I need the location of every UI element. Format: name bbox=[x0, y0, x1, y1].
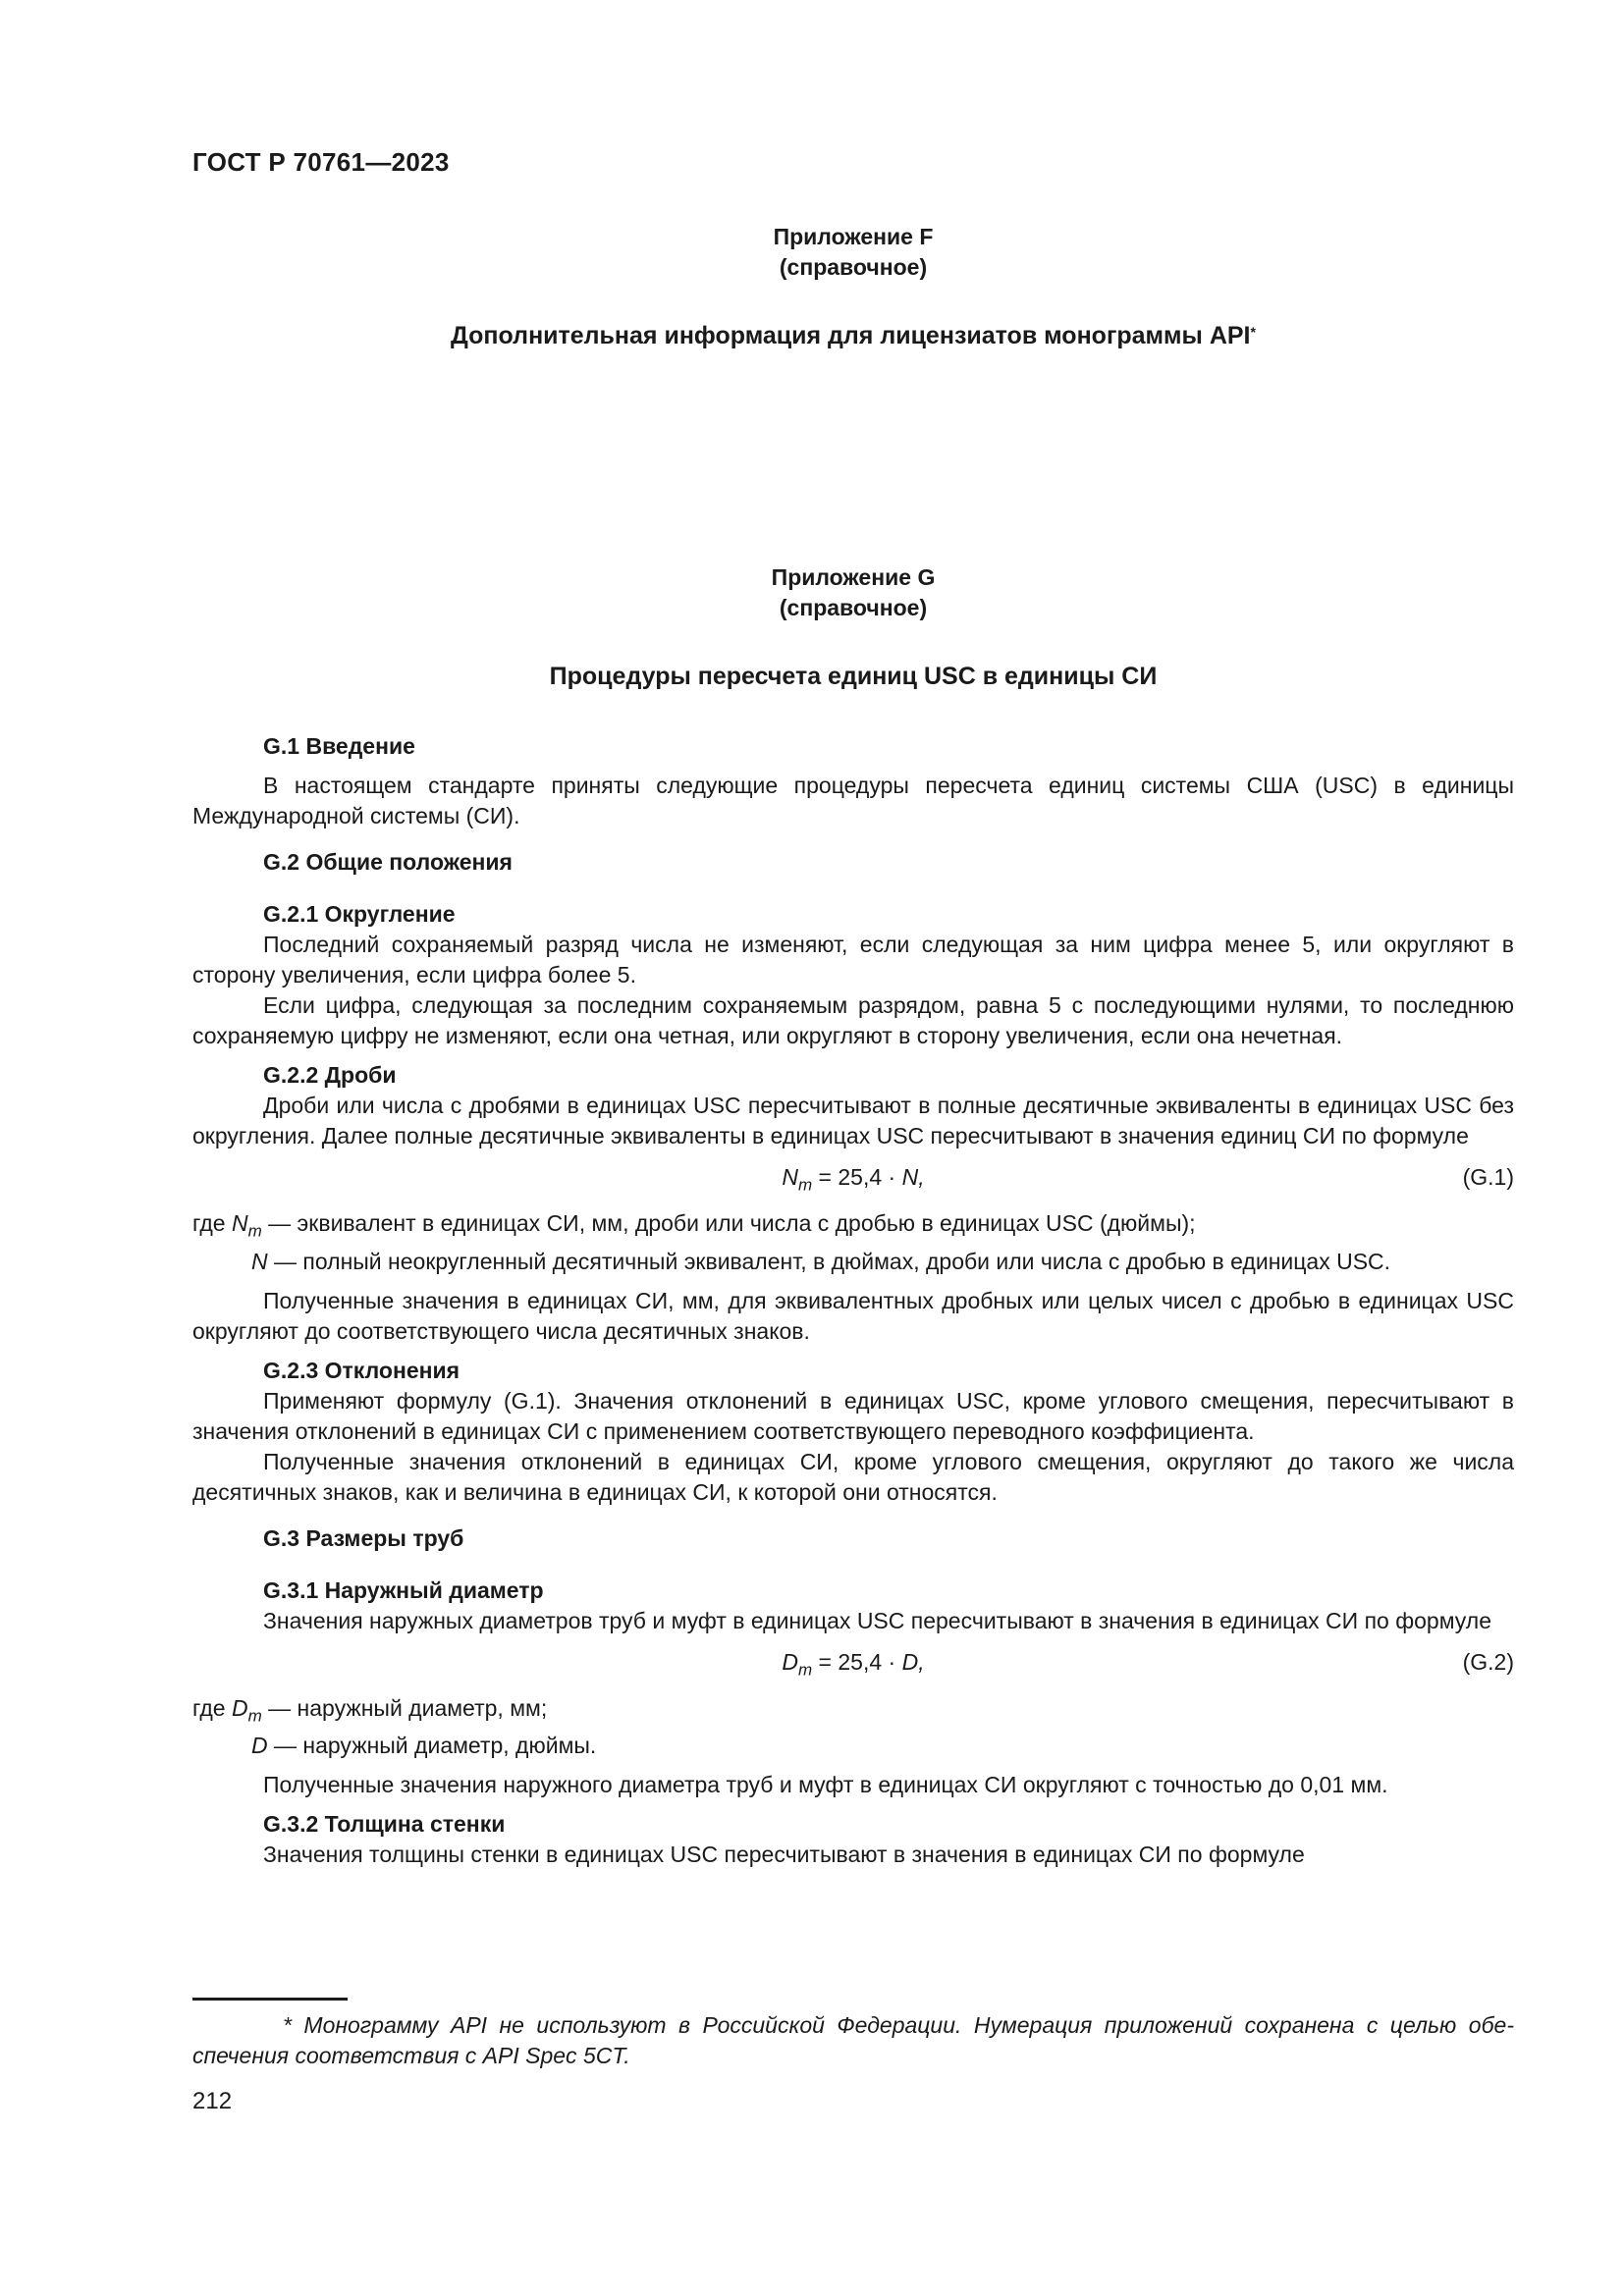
footnote-divider bbox=[192, 1998, 348, 2001]
formula-g2-number: (G.2) bbox=[1462, 1648, 1514, 1675]
section-heading-g21: G.2.1 Округление bbox=[263, 901, 456, 927]
appendix-g-label: Приложение G bbox=[771, 564, 936, 590]
formula-g1-expression: $N_m = 25,4 \cdot N$, bbox=[782, 1164, 925, 1195]
formula-g2-expression: $D_m = 25,4 \cdot D$, bbox=[782, 1648, 925, 1680]
standard-code-header: ГОСТ Р 70761—2023 bbox=[192, 147, 450, 177]
formula-g1 bbox=[192, 1162, 1514, 1195]
paragraph-g31-1: Значения наружных диаметров труб и муфт в единицах USC пересчитывают в значения в единицах СИ по формуле bbox=[263, 1607, 1491, 1633]
paragraph-g32-1: Значения толщины стенки в единицах USC пересчитывают в значения в единицах СИ по формуле bbox=[263, 1842, 1305, 1868]
where-clause-d: D — наружный диаметр, дюймы. bbox=[251, 1733, 597, 1759]
formula-g1-number: (G.1) bbox=[1462, 1164, 1514, 1190]
section-heading-g32: G.3.2 Толщина стенки bbox=[263, 1811, 506, 1838]
appendix-f-label: Приложение F bbox=[773, 224, 934, 249]
where-clause-nm: где $N_m$ — эквивалент в единицах СИ, мм, дроби или числа с дробью в единицах USC (дюймы); bbox=[192, 1210, 1196, 1241]
appendix-g-title: Процедуры пересчета единиц USC в единицы СИ bbox=[549, 663, 1158, 690]
appendix-f-title-text: Дополнительная информация для лицензиатов монограммы API bbox=[451, 322, 1251, 349]
paragraph-g23-2: Полученные значения отклонений в единицах СИ, кроме углового смещения, округляют до такого же числа десятичных знаков, как и величина в единицах СИ, к которой они относятся. bbox=[192, 1448, 1514, 1505]
paragraph-g22-1: Дроби или числа с дробями в единицах USC пересчитывают в полные десятичные эквиваленты в единицах USC без округления. Далее полные десятичные эквиваленты в единицах USC пересчитывают в значения единиц СИ по формуле bbox=[192, 1093, 1514, 1148]
formula-g2 bbox=[192, 1647, 1514, 1680]
appendix-g-kind: (справочное) bbox=[779, 595, 928, 620]
paragraph-g1: В настоящем стандарте приняты следующие процедуры пересчета единиц системы США (USC) в единицы Международной системы (СИ). bbox=[192, 773, 1514, 828]
section-heading-g2: G.2 Общие положения bbox=[263, 849, 513, 875]
where-clause-n: N — полный неокругленный десятичный эквивалент, в дюймах, дроби или числа с дробью в единицах USC. bbox=[251, 1248, 1391, 1274]
section-heading-g3: G.3 Размеры труб bbox=[263, 1524, 464, 1551]
paragraph-g21-2: Если цифра, следующая за последним сохраняемым разрядом, равна 5 с последующими нулями, то последнюю сохраняемую цифру не изменяют, если она четная, или округляют в сторону увеличения, если она нечетная. bbox=[192, 992, 1514, 1048]
paragraph-g23-1: Применяют формулу (G.1). Значения отклонений в единицах USC, кроме углового смещения, пересчитывают в значения отклонений в единицах СИ с применением соответствующего переводного коэффициента. bbox=[192, 1387, 1514, 1444]
where-clause-dm: где $D_m$ — наружный диаметр, мм; bbox=[192, 1694, 548, 1726]
appendix-g-body bbox=[192, 731, 1514, 1870]
appendix-f-kind: (справочное) bbox=[779, 254, 928, 280]
paragraph-g22-2: Полученные значения в единицах СИ, мм, для эквивалентных дробных или целых чисел с дробью в единицах USC округляют до соответствующего числа десятичных знаков. bbox=[192, 1287, 1514, 1344]
paragraph-g31-2: Полученные значения наружного диаметра труб и муфт в единицах СИ округляют с точностью до 0,01 мм. bbox=[263, 1772, 1388, 1798]
footnote-text: * Монограмму API не используют в Российской Федерации. Нумерация приложений сохранена с целью обеспечения соответствия с API Spec 5CT. bbox=[192, 2012, 1514, 2068]
paragraph-g21-1: Последний сохраняемый разряд числа не изменяют, если следующая за ним цифра менее 5, или округляют в сторону увеличения, если цифра более 5. bbox=[192, 932, 1514, 988]
section-heading-g31: G.3.1 Наружный диаметр bbox=[263, 1576, 544, 1603]
footnote-marker: * bbox=[1250, 324, 1256, 340]
page-number: 212 bbox=[192, 2088, 233, 2114]
appendix-f-title bbox=[192, 320, 1514, 351]
section-heading-g23: G.2.3 Отклонения bbox=[263, 1357, 460, 1383]
section-heading-g1: G.1 Введение bbox=[263, 733, 415, 759]
section-heading-g22: G.2.2 Дроби bbox=[263, 1062, 397, 1088]
